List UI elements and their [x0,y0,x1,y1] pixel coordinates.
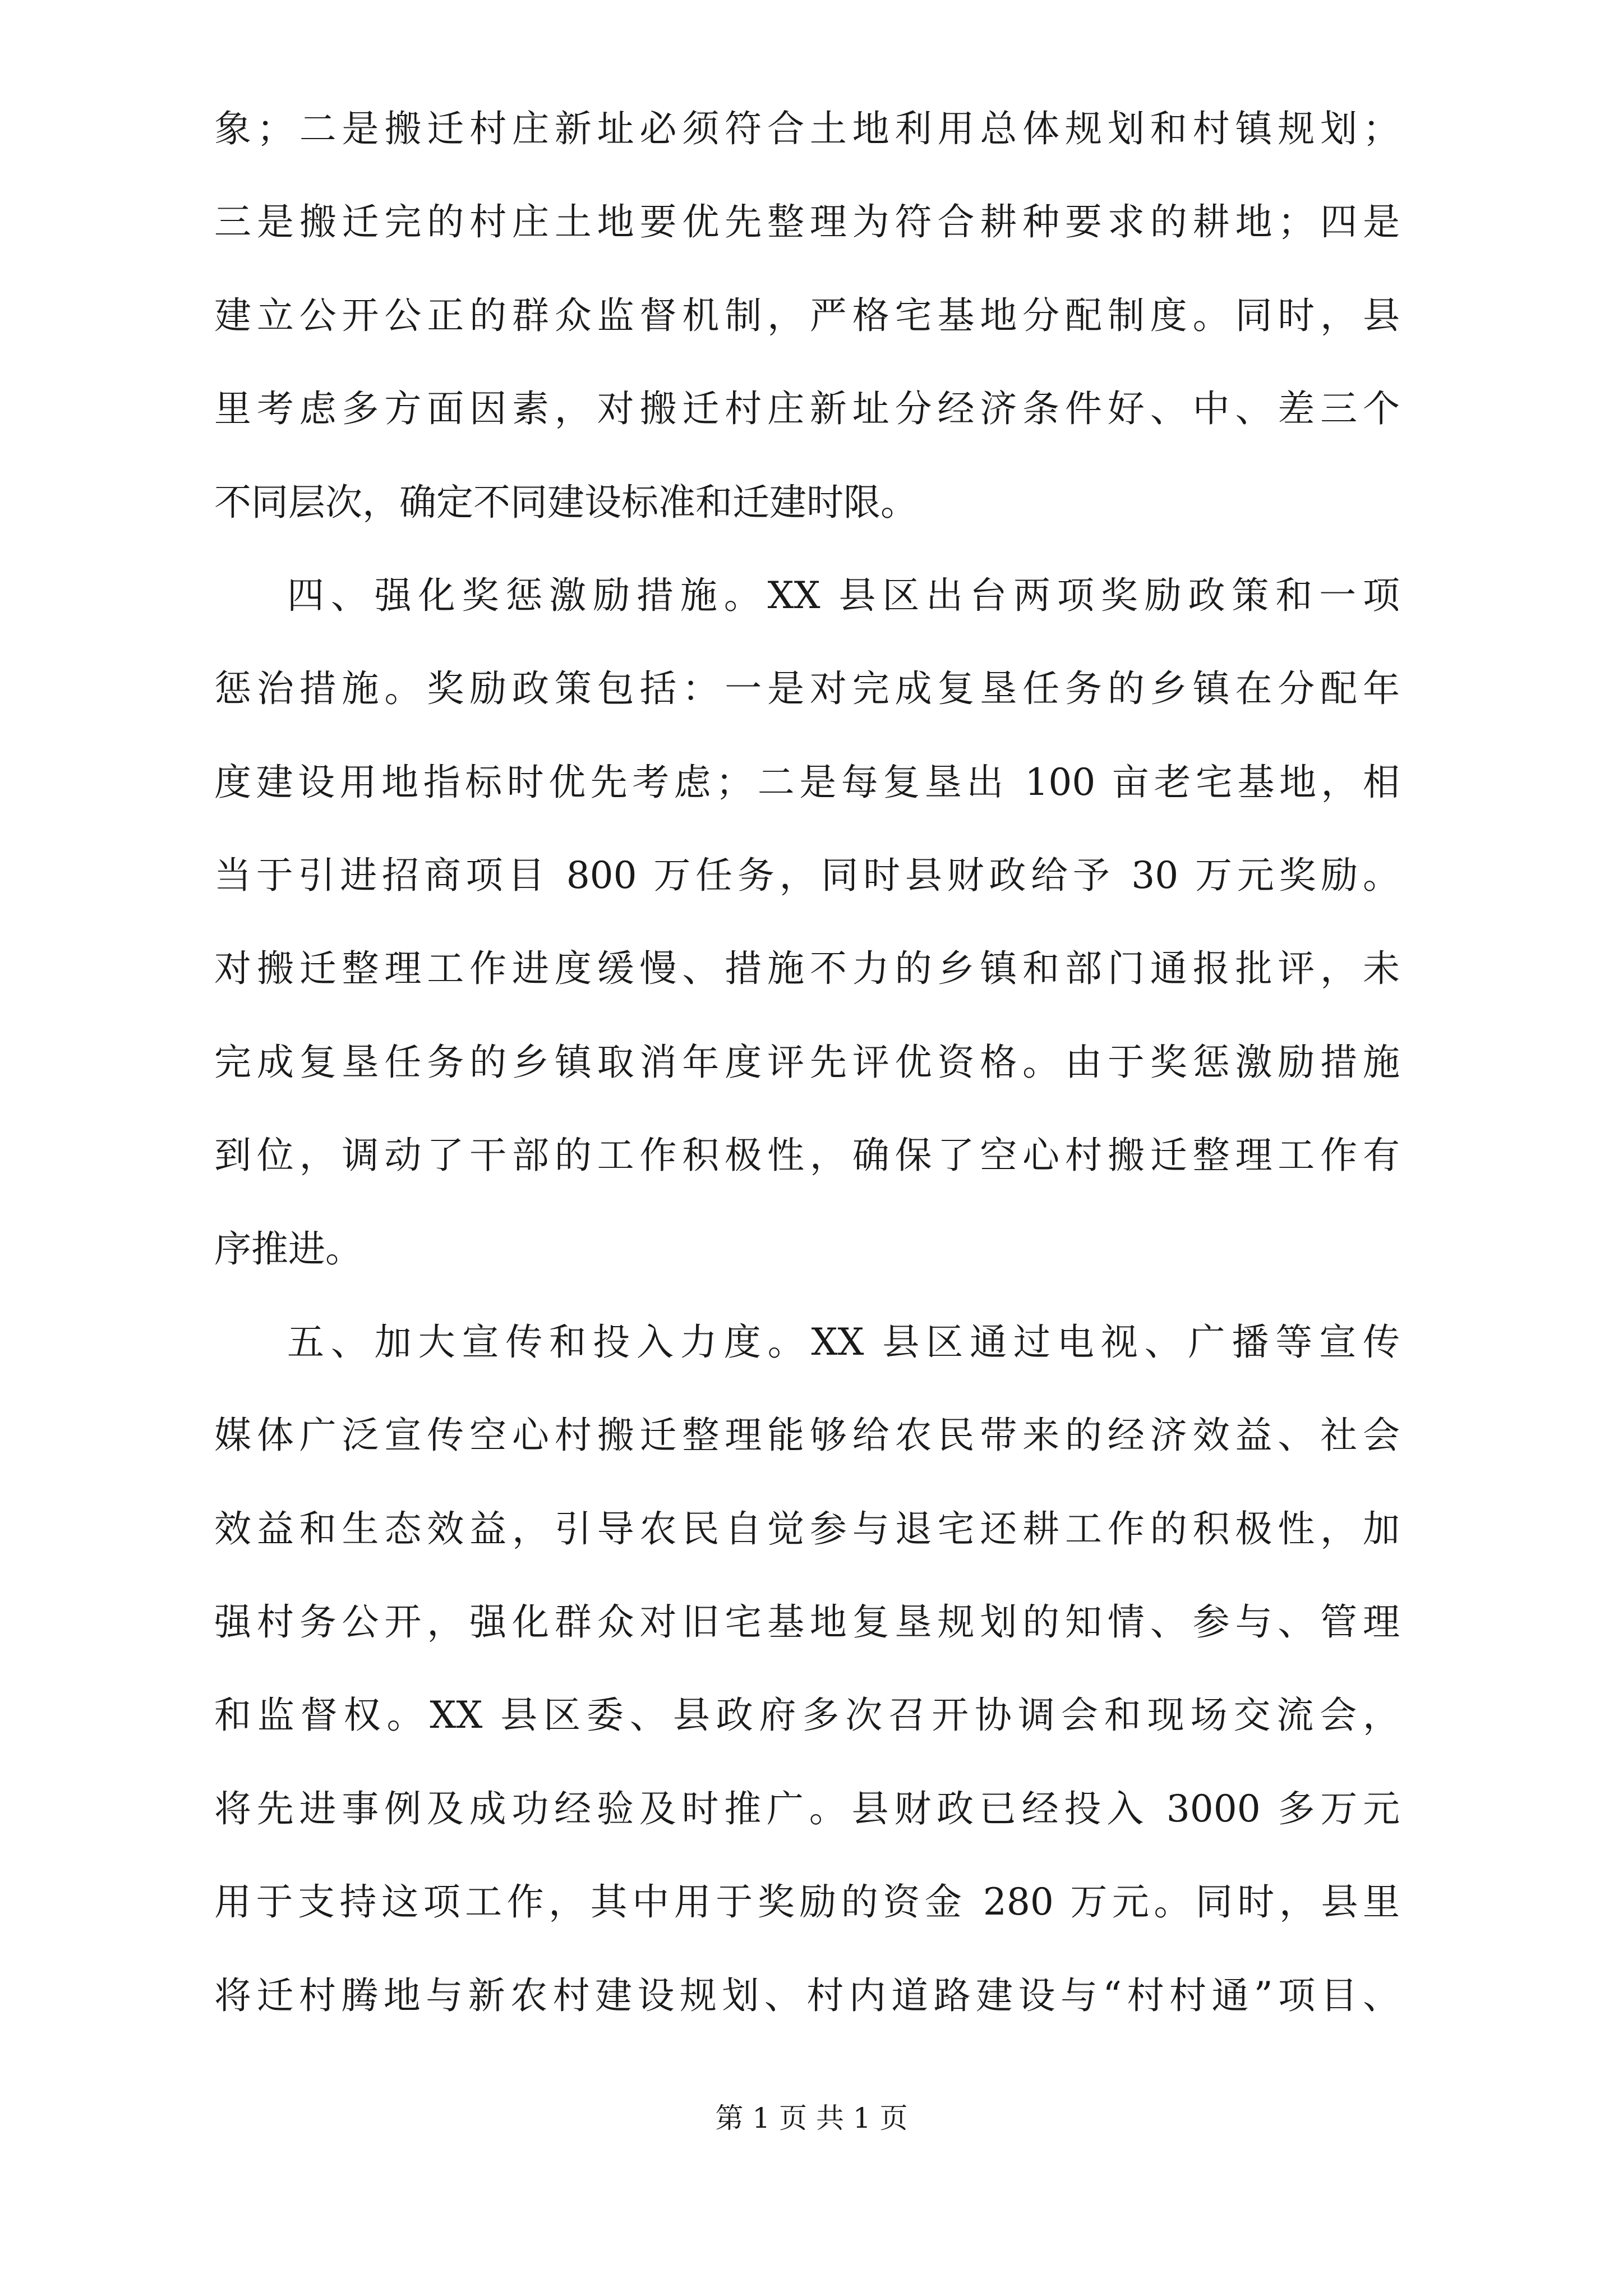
body-line: 效益和生态效益，引导农民自觉参与退宅还耕工作的积极性，加 [214,1507,1400,1550]
body-line: 将先进事例及成功经验及时推广。县财政已经投入 3000 多万元 [214,1787,1400,1830]
body-line: 三是搬迁完的村庄土地要优先整理为符合耕种要求的耕地；四是 [214,200,1400,243]
body-line: 和监督权。XX 县区委、县政府多次召开协调会和现场交流会， [214,1694,1400,1737]
body-line: 完成复垦任务的乡镇取消年度评先评优资格。由于奖惩激励措施 [214,1041,1400,1084]
body-line: 强村务公开，强化群众对旧宅基地复垦规划的知情、参与、管理 [214,1600,1400,1644]
paragraph-heading-5: 五、加大宣传和投入力度。XX 县区通过电视、广播等宣传 [287,1320,1400,1364]
page-footer: 第 1 页 共 1 页 [715,2102,908,2134]
body-line: 里考虑多方面因素，对搬迁村庄新址分经济条件好、中、差三个 [214,387,1400,430]
body-line: 当于引进招商项目 800 万任务，同时县财政给予 30 万元奖励。 [214,854,1400,897]
body-line: 将迁村腾地与新农村建设规划、村内道路建设与“村村通”项目、 [214,1974,1400,2017]
body-line: 度建设用地指标时优先考虑；二是每复垦出 100 亩老宅基地，相 [214,761,1400,804]
body-line: 媒体广泛宣传空心村搬迁整理能够给农民带来的经济效益、社会 [214,1414,1400,1457]
body-line: 用于支持这项工作，其中用于奖励的资金 280 万元。同时，县里 [214,1880,1400,1924]
body-line: 惩治措施。奖励政策包括：一是对完成复垦任务的乡镇在分配年 [214,667,1400,710]
body-line: 象；二是搬迁村庄新址必须符合土地利用总体规划和村镇规划； [214,107,1400,150]
paragraph-heading-4: 四、强化奖惩激励措施。XX 县区出台两项奖励政策和一项 [287,574,1400,617]
body-line: 建立公开公正的群众监督机制，严格宅基地分配制度。同时，县 [214,294,1400,337]
body-line: 对搬迁整理工作进度缓慢、措施不力的乡镇和部门通报批评，未 [214,947,1400,990]
body-line: 不同层次，确定不同建设标准和迁建时限。 [214,481,917,524]
body-line: 到位，调动了干部的工作积极性，确保了空心村搬迁整理工作有 [214,1134,1400,1177]
body-line: 序推进。 [214,1227,362,1271]
